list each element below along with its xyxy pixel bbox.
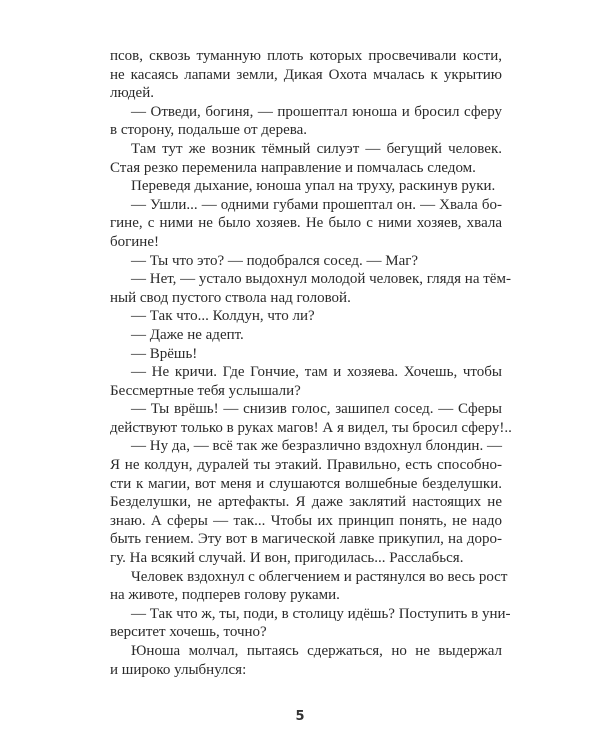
text-line: — Врёшь! [131, 345, 198, 362]
text-line: — Даже не адепт. [131, 326, 244, 343]
text-line: быть гением. Эту вот в магической лавке прикупил, на доро- [110, 531, 502, 548]
text-line: — Отведи, богиня, — прошептал юноша и бросил сферу [131, 103, 502, 120]
text-line: — Так что... Колдун, что ли? [131, 308, 315, 325]
text-line: верситет хочешь, точно? [110, 624, 267, 641]
text-line: — Ты что это? — подобрался сосед. — Маг? [131, 252, 419, 269]
text-line: людей. [110, 85, 154, 102]
text-line: — Не кричи. Где Гончие, там и хозяева. Хочешь, чтобы [131, 364, 502, 381]
text-line: — Нет, — устало выдохнул молодой человек, глядя на тём- [131, 271, 511, 288]
text-line: — Ушли... — одними губами прошептал он. — Хвала бо- [131, 196, 502, 213]
text-line: Безделушки, не артефакты. Я даже заклятий настоящих не [110, 494, 502, 511]
text-line: ный свод пустого ствола над головой. [110, 289, 351, 306]
text-line: — Ты врёшь! — снизив голос, зашипел сосед. — Сферы [131, 401, 502, 418]
text-line: Переведя дыхание, юноша упал на труху, раскинув руки. [131, 178, 496, 195]
text-line: гу. На всякий случай. И вон, пригодилась... Расслабься. [110, 550, 464, 567]
text-line: знаю. А сферы — так... Чтобы их принцип понять, не надо [110, 512, 502, 529]
text-line: действуют только в руках магов! А я видел, ты бросил сферу!.. [110, 419, 512, 436]
text-line: Юноша молчал, пытаясь сдержаться, но не выдержал [131, 643, 502, 659]
text-line: и широко улыбнулся: [110, 661, 247, 678]
page-number: 5 [295, 709, 305, 724]
text-line: в сторону, подальше от дерева. [110, 122, 308, 139]
text-line: Там тут же возник тёмный силуэт — бегущий человек. [131, 140, 502, 157]
text-line: богине! [110, 233, 159, 250]
text-line: псов, сквозь туманную плоть которых просвечивали кости, [110, 48, 502, 64]
text-line: не касаясь лапами земли, Дикая Охота мчалась к укрытию [110, 66, 502, 83]
text-line: — Ну да, — всё так же безразлично вздохнул блондин. — [131, 438, 502, 455]
text-line: Бессмертные тебя услышали? [110, 382, 301, 399]
text-line: гине, с ними не было хозяев. Не было с ними хозяев, хвала [110, 215, 502, 232]
text-line: — Так что ж, ты, поди, в столицу идёшь? Поступить в уни- [131, 605, 511, 622]
text-line: Человек вздохнул с облегчением и растянулся во весь рост [131, 568, 508, 585]
page-body-text [110, 47, 512, 679]
text-line: Я не колдун, дуралей ты этакий. Правильно, есть способно- [110, 457, 502, 474]
text-line: Стая резко переменила направление и помчалась следом. [110, 159, 476, 176]
text-line: сти к магии, вот меня и слушаются волшебные безделушки. [110, 475, 502, 492]
text-line: на животе, подперев голову руками. [110, 587, 340, 604]
